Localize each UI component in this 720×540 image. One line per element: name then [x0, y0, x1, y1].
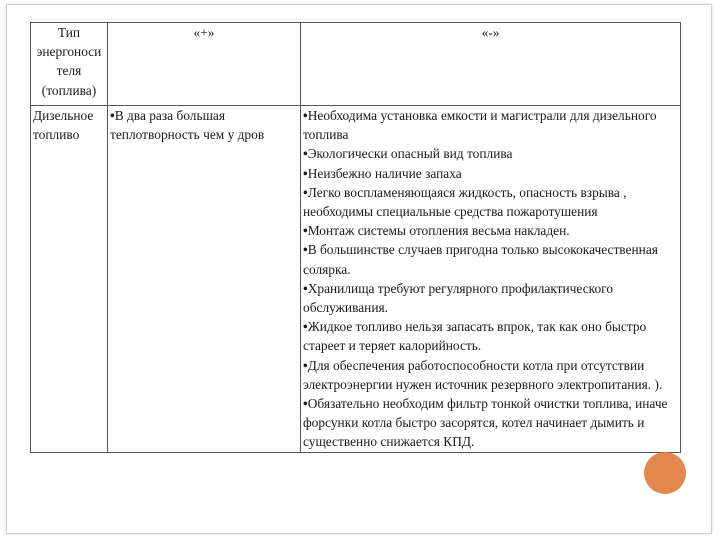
cons-item: • Монтаж системы отопления весьма накладен.: [303, 221, 678, 240]
cons-item: • Обязательно необходим фильтр тонкой очистки топлива, иначе форсунки котла быстро засорятся, котел начинает дымить и существенно снижается КПД.: [303, 394, 678, 452]
cons-item: • Для обеспечения работоспособности котла при отсутствии электроэнергии нужен источник резервного электропитания. ).: [303, 356, 678, 394]
cons-item: • Необходима установка емкости и магистрали для дизельного топлива: [303, 106, 678, 144]
header-pros: «+»: [108, 23, 301, 106]
cons-item: • Легко воспламеняющаяся жидкость, опасность взрыва , необходимы специальные средства пожаротушения: [303, 183, 678, 221]
header-cons: «-»: [301, 23, 681, 106]
cons-item: • В большинстве случаев пригодна только высококачественная солярка.: [303, 240, 678, 278]
cons-item: • Экологически опасный вид топлива: [303, 144, 678, 163]
fuel-type-cell: Дизельное топливо: [31, 106, 108, 453]
pros-cell: [108, 106, 301, 453]
cons-item: • Неизбежно наличие запаха: [303, 164, 678, 183]
table-header-row: [31, 23, 681, 106]
fuel-comparison-table: [30, 22, 681, 453]
table-row: [31, 106, 681, 453]
pros-item: • В два раза большая теплотворность чем у дров: [110, 106, 298, 144]
cons-cell: [301, 106, 681, 453]
decorative-circle: [644, 452, 686, 494]
cons-item: • Жидкое топливо нельзя запасать впрок, так как оно быстро стареет и теряет калорийность.: [303, 317, 678, 355]
cons-item: • Хранилища требуют регулярного профилактического обслуживания.: [303, 279, 678, 317]
header-fuel-type: Тип энергоноси теля (топлива): [31, 23, 108, 106]
